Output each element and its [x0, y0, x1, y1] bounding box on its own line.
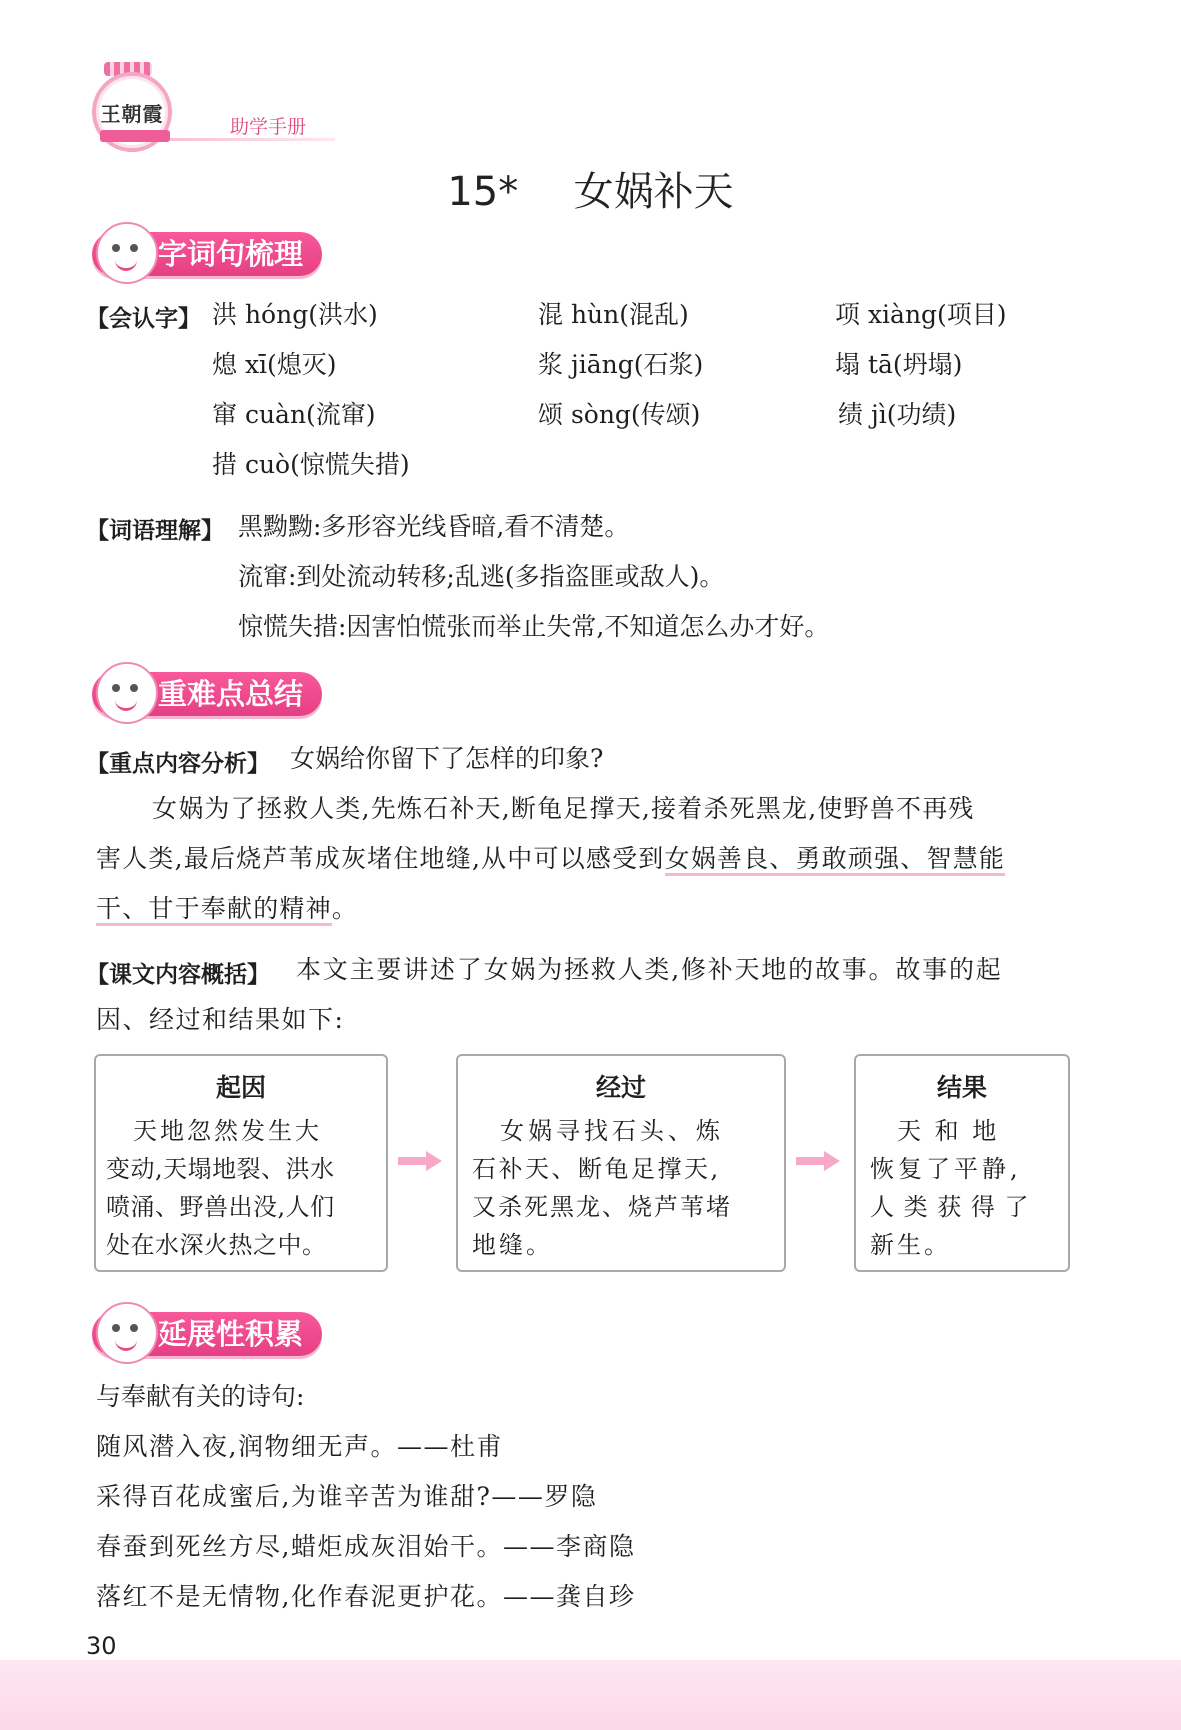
key-paragraph-line: 女娲为了拯救人类,先炼石补天,断龟足撑天,接着杀死黑龙,使野兽不再残	[152, 794, 975, 823]
box-heading: 结果	[936, 1073, 987, 1102]
key-text: 。	[331, 894, 359, 923]
vocab-tag: 【词语理解】	[86, 518, 224, 544]
recognize-item: 颂 sòng(传颂)	[538, 400, 701, 429]
box-line: 天 和 地	[870, 1117, 1000, 1145]
box-line: 天地忽然发生大	[106, 1117, 322, 1145]
arrow-right-icon	[398, 1154, 442, 1168]
recognize-tag: 【会认字】	[86, 306, 201, 332]
lesson-title: 女娲补天	[573, 169, 734, 215]
summary-line: 本文主要讲述了女娲为拯救人类,修补天地的故事。故事的起	[296, 955, 1003, 984]
key-paragraph-line	[96, 894, 358, 924]
box-line: 喷涌、野兽出没,人们	[106, 1193, 335, 1221]
lesson-number: 15*	[447, 169, 519, 215]
vocab-line: 黑黝黝:多形容光线昏暗,看不清楚。	[238, 512, 630, 541]
arrow-right-icon	[796, 1154, 840, 1168]
box-line: 地缝。	[472, 1231, 553, 1259]
key-highlight: 干、甘于奉献的精神	[96, 894, 332, 926]
poem-line: 采得百花成蜜后,为谁辛苦为谁甜?——罗隐	[96, 1482, 598, 1511]
box-body	[472, 1112, 778, 1264]
summary-line: 因、经过和结果如下:	[96, 1005, 345, 1034]
logo-text: 王朝霞	[100, 101, 164, 126]
header-label: 助学手册	[230, 116, 307, 138]
vocab-line: 惊慌失措:因害怕慌张而举止失常,不知道怎么办才好。	[238, 612, 830, 641]
box-body	[870, 1112, 1064, 1264]
mascot-book-icon	[96, 662, 158, 724]
flow-box-cause	[94, 1054, 388, 1272]
section-title: 重难点总结	[92, 672, 322, 716]
box-heading: 经过	[595, 1073, 646, 1102]
section-title: 延展性积累	[92, 1312, 322, 1356]
extend-intro: 与奉献有关的诗句:	[96, 1382, 305, 1411]
recognize-item: 项 xiàng(项目)	[835, 300, 1007, 329]
box-line: 人 类 获 得 了	[870, 1193, 1030, 1221]
key-highlight: 女娲善良、勇敢顽强、智慧能	[665, 844, 1006, 876]
key-paragraph-line	[96, 844, 1005, 874]
summary-tag: 【课文内容概括】	[86, 962, 270, 988]
poem-line: 落红不是无情物,化作春泥更护花。——龚自珍	[96, 1582, 636, 1611]
recognize-item: 浆 jiāng(石浆)	[538, 350, 704, 379]
page-title	[0, 160, 1181, 217]
box-heading: 起因	[215, 1073, 266, 1102]
flow-box-process	[456, 1054, 786, 1272]
section-title: 字词句梳理	[92, 232, 322, 276]
key-tag: 【重点内容分析】	[86, 751, 270, 777]
recognize-item: 洪 hóng(洪水)	[212, 300, 378, 329]
recognize-item: 绩 jì(功绩)	[838, 400, 957, 429]
recognize-item: 窜 cuàn(流窜)	[212, 400, 376, 429]
box-line: 石补天、断龟足撑天,	[472, 1155, 721, 1183]
recognize-item: 措 cuò(惊慌失措)	[212, 450, 410, 479]
recognize-item: 混 hùn(混乱)	[538, 300, 689, 329]
box-line: 恢复了平静,	[870, 1155, 1022, 1183]
box-line: 女娲寻找石头、炼	[472, 1117, 724, 1145]
flow-box-result	[854, 1054, 1070, 1272]
box-line: 又杀死黑龙、烧芦苇堵	[472, 1193, 732, 1221]
key-question: 女娲给你留下了怎样的印象?	[290, 744, 604, 773]
page-number: 30	[86, 1632, 117, 1660]
logo-ribbon	[100, 130, 170, 142]
poem-line: 春蚕到死丝方尽,蜡炬成灰泪始干。——李商隐	[96, 1532, 636, 1561]
recognize-item: 熄 xī(熄灭)	[212, 350, 337, 379]
box-line: 变动,天塌地裂、洪水	[106, 1155, 335, 1183]
vocab-line: 流窜:到处流动转移;乱逃(多指盗匪或敌人)。	[238, 562, 725, 591]
recognize-item: 塌 tā(坍塌)	[835, 350, 963, 379]
box-body	[106, 1112, 382, 1264]
poem-line: 随风潜入夜,润物细无声。——杜甫	[96, 1432, 503, 1461]
key-text: 害人类,最后烧芦苇成灰堵住地缝,从中可以感受到	[96, 844, 665, 873]
box-line: 处在水深火热之中。	[106, 1231, 327, 1259]
mascot-thinking-icon	[96, 1302, 158, 1364]
footer-band	[0, 1660, 1181, 1730]
box-line: 新生。	[870, 1231, 951, 1259]
mascot-icon	[96, 222, 158, 284]
